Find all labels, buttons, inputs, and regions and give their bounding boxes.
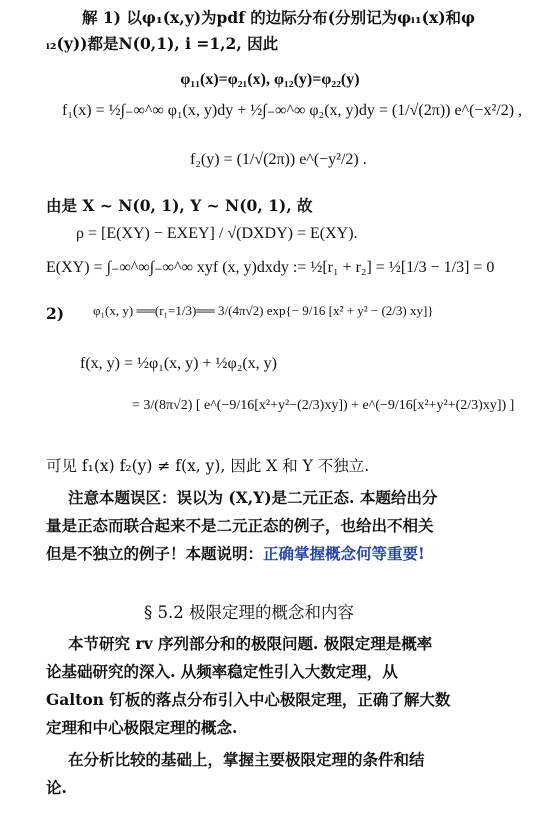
note-line-3 xyxy=(46,544,425,564)
formula-f2: f₂(y) = (1/√(2π)) e^(−y²/2) . xyxy=(190,151,367,168)
formula-rho: ρ = [E(XY) − EXEY] / √(DXDY) = E(XY). xyxy=(76,225,358,242)
marginal-equality: φ₁₁(x)=φ₂₁(x), φ₁₂(y)=φ₂₂(y) xyxy=(180,71,360,88)
formula-exy: E(XY) = ∫₋∞^∞∫₋∞^∞ xyf (x, y)dxdy := ½[r₁ + r₂] = ½[1/3 − 1/3] = 0 xyxy=(46,259,495,276)
section-para-1-line-1: 本节研究 rv 序列部分和的极限问题. 极限定理是概率 xyxy=(68,634,433,653)
note-line-1: 注意本题误区：误以为 (X,Y)是二元正态. 本题给出分 xyxy=(68,488,438,507)
section-para-1-line-2: 论基础研究的深入. 从频率稳定性引入大数定理，从 xyxy=(46,662,398,681)
formula-fxy-expanded: = 3/(8π√2) [ e^(−9/16[x²+y²−(2/3)xy]) + e^(−9/16[x²+y²+(2/3)xy]) ] xyxy=(132,398,515,413)
note-emphasis: 正确掌握概念何等重要! xyxy=(263,544,425,563)
section-para-2-line-1: 在分析比较的基础上，掌握主要极限定理的条件和结 xyxy=(68,750,425,769)
solution-line-1: 解 1) 以φ₁(x,y)为pdf 的边际分布(分别记为φᵢ₁(x)和φ xyxy=(82,8,476,27)
section-para-2-line-2: 论. xyxy=(46,778,67,797)
independence-conclusion: 可见 f₁(x) f₂(y) ≠ f(x, y), 因此 X 和 Y 不独立. xyxy=(46,457,370,475)
section-para-1-line-4: 定理和中心极限定理的概念. xyxy=(46,718,238,737)
section-heading: § 5.2 极限定理的概念和内容 xyxy=(144,603,354,622)
distribution-statement: 由是 X ~ N(0, 1), Y ~ N(0, 1), 故 xyxy=(46,196,313,215)
note-line-2: 量是正态而联合起来不是二元正态的例子，也给出不相关 xyxy=(46,516,434,535)
part-2-label: 2) xyxy=(46,304,65,323)
formula-fxy: f(x, y) = ½φ₁(x, y) + ½φ₂(x, y) xyxy=(80,355,277,372)
formula-f1: f₁(x) = ½∫₋∞^∞ φ₁(x, y)dy + ½∫₋∞^∞ φ₂(x, y)dy = (1/√(2π)) e^(−x²/2) , xyxy=(62,102,523,119)
formula-phi1: φ₁(x, y) ══(r₁=1/3)══ 3/(4π√2) exp{− 9/16 [x² + y² − (2/3) xy]} xyxy=(93,303,434,318)
solution-line-2: ᵢ₂(y))都是N(0,1), i =1,2, 因此 xyxy=(46,34,279,53)
note-line-3-text: 但是不独立的例子！本题说明： xyxy=(46,544,264,563)
section-para-1-line-3: Galton 钉板的落点分布引入中心极限定理，正确了解大数 xyxy=(46,690,451,709)
